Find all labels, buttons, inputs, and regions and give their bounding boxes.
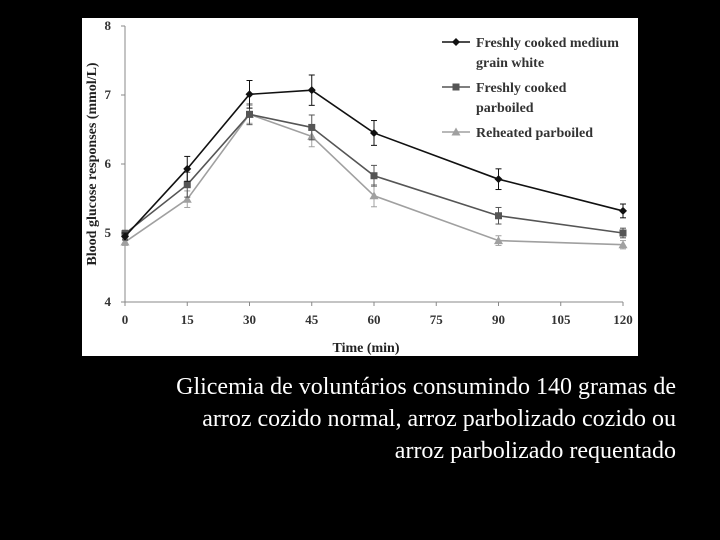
y-tick-label: 6 xyxy=(104,156,111,171)
data-point xyxy=(495,212,502,219)
glucose-line-chart xyxy=(82,18,638,356)
data-point xyxy=(371,172,378,179)
legend-entry-3 xyxy=(442,126,593,141)
caption-line-1: Glicemia de voluntários consumindo 140 gramas de xyxy=(176,374,676,400)
x-tick-label: 120 xyxy=(613,312,633,327)
x-tick-label: 105 xyxy=(551,312,571,327)
legend-marker xyxy=(452,38,460,46)
x-tick-label: 45 xyxy=(305,312,319,327)
legend-entry-2 xyxy=(442,81,567,116)
series-1 xyxy=(121,75,627,240)
y-axis-title: Blood glucose responses (mmol/L) xyxy=(85,62,100,266)
x-tick-label: 15 xyxy=(180,312,194,327)
x-tick-label: 60 xyxy=(367,312,381,327)
legend-label: grain white xyxy=(476,56,545,71)
caption-line-3: arroz parbolizado requentado xyxy=(394,438,676,464)
data-point xyxy=(620,230,627,237)
slide-caption xyxy=(80,371,676,467)
y-tick-label: 5 xyxy=(104,225,111,240)
series-line xyxy=(125,90,623,236)
legend-label: parboiled xyxy=(476,101,534,116)
legend-entry-1 xyxy=(442,36,619,71)
x-tick-label: 75 xyxy=(429,312,443,327)
legend-label: Freshly cooked medium xyxy=(476,36,619,51)
chart-panel xyxy=(82,18,638,356)
y-tick-label: 7 xyxy=(104,87,111,102)
legend-label: Reheated parboiled xyxy=(476,126,594,141)
legend-label: Freshly cooked xyxy=(476,81,567,96)
caption-line-2: arroz cozido normal, arroz parbolizado cozido ou xyxy=(202,406,676,432)
y-tick-label: 4 xyxy=(104,294,111,309)
data-point xyxy=(619,207,627,215)
data-point xyxy=(246,111,253,118)
data-point xyxy=(308,124,315,131)
x-tick-label: 90 xyxy=(492,312,505,327)
x-tick-label: 0 xyxy=(121,312,129,327)
legend-marker xyxy=(453,84,460,91)
data-point xyxy=(495,175,503,183)
data-point xyxy=(184,181,191,188)
y-tick-label: 8 xyxy=(104,18,111,33)
x-axis-title: Time (min) xyxy=(332,341,400,356)
x-tick-label: 30 xyxy=(243,312,256,327)
